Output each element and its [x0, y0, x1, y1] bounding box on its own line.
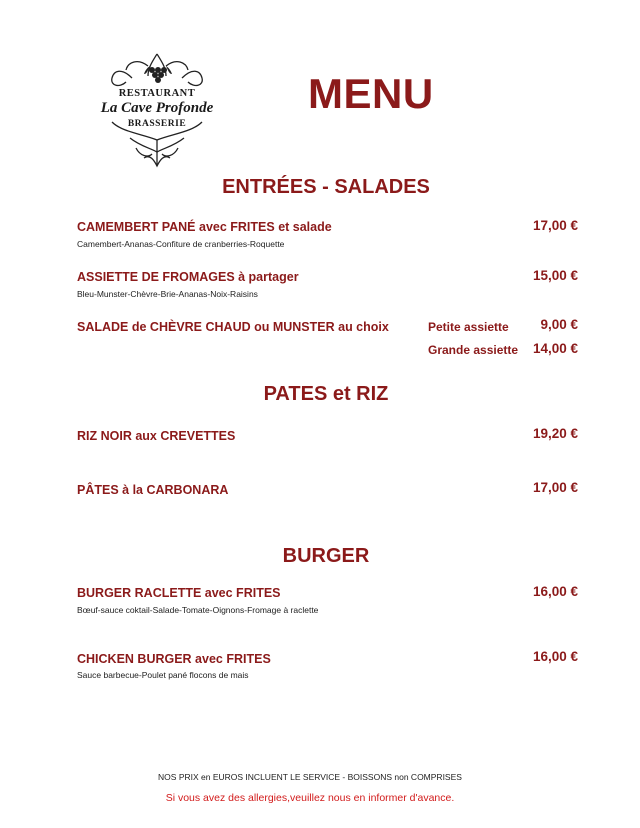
item-desc-assiette-fromages: Bleu-Munster-Chèvre-Brie-Ananas-Noix-Raisins: [77, 289, 258, 299]
section-title-burger: BURGER: [282, 545, 370, 567]
item-price-burger-raclette: 16,00 €: [532, 584, 578, 599]
page-title: MENU: [308, 70, 434, 117]
item-desc-camembert: Camembert-Ananas-Confiture de cranberries-Roquette: [77, 239, 285, 249]
item-price-petite: 9,00 €: [540, 317, 578, 332]
section-title-entrees: ENTRÉES - SALADES: [222, 176, 430, 198]
footer-price-note: NOS PRIX en EUROS INCLUENT LE SERVICE - BOISSONS non COMPRISES: [158, 772, 462, 782]
logo-line-restaurant: RESTAURANT: [118, 88, 196, 99]
restaurant-logo: [92, 48, 222, 170]
item-price-grande: 14,00 €: [532, 341, 578, 356]
item-name-burger-raclette: BURGER RACLETTE avec FRITES: [77, 586, 281, 600]
item-name-camembert: CAMEMBERT PANÉ avec FRITES et salade: [77, 220, 332, 234]
footer-allergy-note: Si vous avez des allergies,veuillez nous en informer d'avance.: [165, 792, 455, 804]
logo-line-brasserie: BRASSERIE: [127, 119, 187, 129]
section-title-pates: PATES et RIZ: [263, 383, 389, 405]
item-price-carbonara: 17,00 €: [532, 480, 578, 495]
item-price-riz-noir: 19,20 €: [532, 426, 578, 441]
item-price-chicken-burger: 16,00 €: [532, 649, 578, 664]
size-label-petite: Petite assiette: [428, 320, 509, 334]
item-price-camembert: 17,00 €: [532, 218, 578, 233]
size-label-grande: Grande assiette: [428, 343, 519, 357]
logo-line-name: La Cave Profonde: [100, 100, 214, 116]
item-name-assiette-fromages: ASSIETTE DE FROMAGES à partager: [77, 270, 299, 284]
item-name-carbonara: PÂTES à la CARBONARA: [77, 483, 229, 497]
item-name-salade-chevre: SALADE de CHÈVRE CHAUD ou MUNSTER au choix: [77, 320, 389, 334]
item-desc-burger-raclette: Bœuf-sauce coktail-Salade-Tomate-Oignons-Fromage à raclette: [77, 605, 319, 615]
item-desc-chicken-burger: Sauce barbecue-Poulet pané flocons de mais: [77, 670, 249, 680]
item-name-riz-noir: RIZ NOIR aux CREVETTES: [77, 429, 236, 443]
item-name-chicken-burger: CHICKEN BURGER avec FRITES: [77, 652, 271, 666]
item-price-assiette-fromages: 15,00 €: [532, 268, 578, 283]
